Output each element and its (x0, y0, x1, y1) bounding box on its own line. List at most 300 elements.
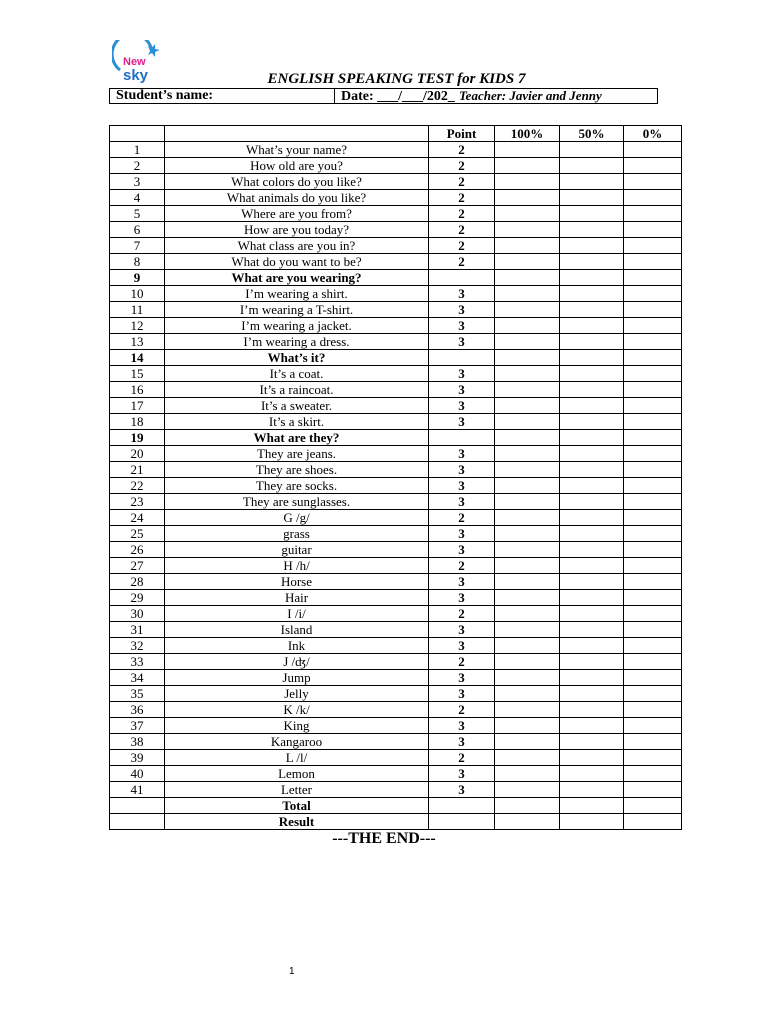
row-number: 3 (110, 174, 165, 190)
page-number: 1 (289, 966, 295, 977)
question-text: It’s a skirt. (165, 414, 429, 430)
score-100-cell (495, 494, 560, 510)
table-row (110, 478, 682, 494)
score-0-cell (624, 414, 682, 430)
table-row (110, 734, 682, 750)
score-100-cell (495, 510, 560, 526)
question-text: Ink (165, 638, 429, 654)
question-text: Result (165, 814, 429, 830)
score-0-cell (624, 478, 682, 494)
question-text: How old are you? (165, 158, 429, 174)
table-row (110, 622, 682, 638)
score-0-cell (624, 286, 682, 302)
point-value: 2 (429, 750, 495, 766)
score-0-cell (624, 494, 682, 510)
row-number: 24 (110, 510, 165, 526)
question-text: King (165, 718, 429, 734)
score-50-cell (560, 446, 624, 462)
score-100-cell (495, 574, 560, 590)
question-text: K /k/ (165, 702, 429, 718)
row-number: 39 (110, 750, 165, 766)
table-row (110, 766, 682, 782)
question-text: Lemon (165, 766, 429, 782)
score-0-cell (624, 590, 682, 606)
question-text: guitar (165, 542, 429, 558)
point-value: 3 (429, 494, 495, 510)
score-100-cell (495, 206, 560, 222)
table-row (110, 174, 682, 190)
row-number: 38 (110, 734, 165, 750)
score-100-cell (495, 766, 560, 782)
score-0-cell (624, 542, 682, 558)
row-number: 9 (110, 270, 165, 286)
score-0-cell (624, 366, 682, 382)
score-50-cell (560, 590, 624, 606)
score-0-cell (624, 750, 682, 766)
score-0-cell (624, 206, 682, 222)
score-100-cell (495, 782, 560, 798)
score-50-cell (560, 686, 624, 702)
score-100-cell (495, 798, 560, 814)
teacher-label: Teacher: Javier and Jenny (458, 88, 602, 103)
table-row (110, 142, 682, 158)
point-value: 3 (429, 622, 495, 638)
col-header-point: Point (429, 126, 495, 142)
question-text: I /i/ (165, 606, 429, 622)
row-number: 2 (110, 158, 165, 174)
score-100-cell (495, 158, 560, 174)
score-50-cell (560, 318, 624, 334)
score-100-cell (495, 318, 560, 334)
point-value: 3 (429, 334, 495, 350)
point-value: 3 (429, 398, 495, 414)
row-number: 13 (110, 334, 165, 350)
score-100-cell (495, 414, 560, 430)
score-50-cell (560, 734, 624, 750)
score-0-cell (624, 622, 682, 638)
score-50-cell (560, 142, 624, 158)
point-value: 3 (429, 574, 495, 590)
end-text: ---THE END--- (332, 830, 436, 847)
score-100-cell (495, 670, 560, 686)
score-100-cell (495, 654, 560, 670)
row-number: 10 (110, 286, 165, 302)
question-text: They are jeans. (165, 446, 429, 462)
question-text: Where are you from? (165, 206, 429, 222)
table-row (110, 814, 682, 830)
score-0-cell (624, 430, 682, 446)
question-text: I’m wearing a shirt. (165, 286, 429, 302)
table-row (110, 686, 682, 702)
score-50-cell (560, 510, 624, 526)
question-text: I’m wearing a jacket. (165, 318, 429, 334)
score-0-cell (624, 574, 682, 590)
question-text: What animals do you like? (165, 190, 429, 206)
table-row (110, 798, 682, 814)
score-50-cell (560, 270, 624, 286)
question-text: Jump (165, 670, 429, 686)
table-row (110, 302, 682, 318)
row-number: 16 (110, 382, 165, 398)
point-value: 3 (429, 462, 495, 478)
table-row (110, 158, 682, 174)
point-value: 2 (429, 254, 495, 270)
score-0-cell (624, 270, 682, 286)
point-value: 2 (429, 142, 495, 158)
table-row (110, 366, 682, 382)
point-value: 2 (429, 702, 495, 718)
question-text: What class are you in? (165, 238, 429, 254)
score-100-cell (495, 750, 560, 766)
point-value: 2 (429, 558, 495, 574)
row-number: 19 (110, 430, 165, 446)
score-0-cell (624, 798, 682, 814)
score-100-cell (495, 334, 560, 350)
table-row (110, 670, 682, 686)
question-text: I’m wearing a T-shirt. (165, 302, 429, 318)
question-text: Kangaroo (165, 734, 429, 750)
table-row (110, 238, 682, 254)
question-text: H /h/ (165, 558, 429, 574)
score-50-cell (560, 526, 624, 542)
score-50-cell (560, 766, 624, 782)
score-50-cell (560, 398, 624, 414)
row-number: 37 (110, 718, 165, 734)
test-table (109, 125, 682, 830)
row-number: 11 (110, 302, 165, 318)
question-text: What’s it? (165, 350, 429, 366)
score-50-cell (560, 366, 624, 382)
score-0-cell (624, 734, 682, 750)
score-100-cell (495, 222, 560, 238)
col-header-0: 0% (624, 126, 682, 142)
score-100-cell (495, 814, 560, 830)
question-text: What’s your name? (165, 142, 429, 158)
score-50-cell (560, 702, 624, 718)
score-0-cell (624, 350, 682, 366)
row-number: 5 (110, 206, 165, 222)
row-number: 1 (110, 142, 165, 158)
score-0-cell (624, 302, 682, 318)
table-row (110, 638, 682, 654)
score-50-cell (560, 350, 624, 366)
score-0-cell (624, 158, 682, 174)
logo-sky-text: sky (123, 67, 149, 84)
score-50-cell (560, 670, 624, 686)
score-0-cell (624, 190, 682, 206)
score-50-cell (560, 574, 624, 590)
row-number: 21 (110, 462, 165, 478)
point-value (429, 270, 495, 286)
score-100-cell (495, 542, 560, 558)
row-number: 28 (110, 574, 165, 590)
table-row (110, 526, 682, 542)
score-100-cell (495, 734, 560, 750)
point-value: 3 (429, 286, 495, 302)
point-value: 3 (429, 414, 495, 430)
score-100-cell (495, 718, 560, 734)
score-100-cell (495, 270, 560, 286)
table-row (110, 590, 682, 606)
table-row (110, 494, 682, 510)
table-row (110, 318, 682, 334)
table-row (110, 510, 682, 526)
table-row (110, 430, 682, 446)
point-value: 3 (429, 638, 495, 654)
row-number (110, 798, 165, 814)
score-0-cell (624, 526, 682, 542)
date-label: Date: ___/___/202_ (341, 89, 455, 104)
score-50-cell (560, 238, 624, 254)
score-50-cell (560, 654, 624, 670)
question-text: It’s a coat. (165, 366, 429, 382)
row-number (110, 814, 165, 830)
score-100-cell (495, 606, 560, 622)
point-value: 2 (429, 174, 495, 190)
table-row (110, 398, 682, 414)
question-text: I’m wearing a dress. (165, 334, 429, 350)
point-value: 3 (429, 446, 495, 462)
question-text: It’s a raincoat. (165, 382, 429, 398)
row-number: 35 (110, 686, 165, 702)
point-value: 3 (429, 526, 495, 542)
score-100-cell (495, 238, 560, 254)
row-number: 17 (110, 398, 165, 414)
point-value: 3 (429, 590, 495, 606)
point-value (429, 814, 495, 830)
table-row (110, 254, 682, 270)
row-number: 34 (110, 670, 165, 686)
row-number: 18 (110, 414, 165, 430)
score-50-cell (560, 782, 624, 798)
table-row (110, 606, 682, 622)
table-row (110, 654, 682, 670)
score-0-cell (624, 510, 682, 526)
col-header-100: 100% (495, 126, 560, 142)
row-number: 31 (110, 622, 165, 638)
point-value: 3 (429, 542, 495, 558)
score-50-cell (560, 718, 624, 734)
point-value: 3 (429, 670, 495, 686)
question-text: Letter (165, 782, 429, 798)
score-50-cell (560, 494, 624, 510)
table-row (110, 350, 682, 366)
logo-new-text: New (123, 56, 146, 68)
row-number: 15 (110, 366, 165, 382)
point-value (429, 430, 495, 446)
point-value: 2 (429, 222, 495, 238)
question-text: G /g/ (165, 510, 429, 526)
score-100-cell (495, 446, 560, 462)
score-0-cell (624, 462, 682, 478)
score-100-cell (495, 622, 560, 638)
table-row (110, 558, 682, 574)
score-100-cell (495, 462, 560, 478)
date-teacher-cell (335, 89, 657, 103)
score-50-cell (560, 222, 624, 238)
table-row (110, 414, 682, 430)
table-row (110, 222, 682, 238)
col-header (165, 126, 429, 142)
row-number: 25 (110, 526, 165, 542)
score-50-cell (560, 606, 624, 622)
score-50-cell (560, 814, 624, 830)
score-50-cell (560, 158, 624, 174)
score-100-cell (495, 590, 560, 606)
score-100-cell (495, 702, 560, 718)
row-number: 12 (110, 318, 165, 334)
question-text: L /l/ (165, 750, 429, 766)
row-number: 23 (110, 494, 165, 510)
point-value: 3 (429, 382, 495, 398)
row-number: 40 (110, 766, 165, 782)
score-0-cell (624, 766, 682, 782)
question-text: What are you wearing? (165, 270, 429, 286)
score-0-cell (624, 318, 682, 334)
question-text: What colors do you like? (165, 174, 429, 190)
score-100-cell (495, 366, 560, 382)
table-row (110, 750, 682, 766)
point-value: 2 (429, 238, 495, 254)
row-number: 8 (110, 254, 165, 270)
score-50-cell (560, 750, 624, 766)
score-50-cell (560, 478, 624, 494)
score-100-cell (495, 430, 560, 446)
score-0-cell (624, 782, 682, 798)
score-0-cell (624, 382, 682, 398)
row-number: 32 (110, 638, 165, 654)
point-value: 2 (429, 654, 495, 670)
score-50-cell (560, 414, 624, 430)
table-row (110, 462, 682, 478)
point-value: 3 (429, 478, 495, 494)
score-100-cell (495, 174, 560, 190)
row-number: 22 (110, 478, 165, 494)
score-0-cell (624, 686, 682, 702)
score-50-cell (560, 382, 624, 398)
score-0-cell (624, 702, 682, 718)
score-100-cell (495, 190, 560, 206)
score-50-cell (560, 542, 624, 558)
row-number: 27 (110, 558, 165, 574)
row-number: 29 (110, 590, 165, 606)
question-text: What do you want to be? (165, 254, 429, 270)
point-value: 2 (429, 190, 495, 206)
score-50-cell (560, 558, 624, 574)
point-value: 3 (429, 766, 495, 782)
score-0-cell (624, 334, 682, 350)
point-value: 3 (429, 686, 495, 702)
score-100-cell (495, 302, 560, 318)
col-header (110, 126, 165, 142)
table-row (110, 574, 682, 590)
table-row (110, 270, 682, 286)
score-100-cell (495, 350, 560, 366)
score-0-cell (624, 558, 682, 574)
score-100-cell (495, 686, 560, 702)
point-value: 2 (429, 158, 495, 174)
table-row (110, 382, 682, 398)
document-title: ENGLISH SPEAKING TEST for KIDS 7 (267, 71, 526, 87)
question-text: They are sunglasses. (165, 494, 429, 510)
row-number: 41 (110, 782, 165, 798)
table-row (110, 206, 682, 222)
score-50-cell (560, 206, 624, 222)
table-row (110, 446, 682, 462)
question-text: It’s a sweater. (165, 398, 429, 414)
table-row (110, 190, 682, 206)
score-50-cell (560, 190, 624, 206)
row-number: 7 (110, 238, 165, 254)
score-100-cell (495, 478, 560, 494)
score-100-cell (495, 142, 560, 158)
score-50-cell (560, 430, 624, 446)
score-50-cell (560, 622, 624, 638)
col-header-50: 50% (560, 126, 624, 142)
score-100-cell (495, 398, 560, 414)
point-value (429, 350, 495, 366)
table-row (110, 782, 682, 798)
score-50-cell (560, 334, 624, 350)
score-0-cell (624, 142, 682, 158)
row-number: 30 (110, 606, 165, 622)
score-0-cell (624, 238, 682, 254)
score-100-cell (495, 254, 560, 270)
point-value (429, 798, 495, 814)
score-0-cell (624, 718, 682, 734)
question-text: J /ʤ/ (165, 654, 429, 670)
score-0-cell (624, 606, 682, 622)
row-number: 20 (110, 446, 165, 462)
point-value: 3 (429, 782, 495, 798)
score-0-cell (624, 638, 682, 654)
row-number: 26 (110, 542, 165, 558)
question-text: They are shoes. (165, 462, 429, 478)
question-text: What are they? (165, 430, 429, 446)
table-header-row (110, 126, 682, 142)
score-0-cell (624, 222, 682, 238)
table-row (110, 702, 682, 718)
score-0-cell (624, 254, 682, 270)
score-0-cell (624, 174, 682, 190)
question-text: Total (165, 798, 429, 814)
row-number: 14 (110, 350, 165, 366)
table-row (110, 286, 682, 302)
question-text: Island (165, 622, 429, 638)
score-100-cell (495, 286, 560, 302)
score-50-cell (560, 638, 624, 654)
row-number: 4 (110, 190, 165, 206)
table-row (110, 542, 682, 558)
score-50-cell (560, 174, 624, 190)
point-value: 2 (429, 206, 495, 222)
score-100-cell (495, 526, 560, 542)
question-text: Jelly (165, 686, 429, 702)
score-0-cell (624, 670, 682, 686)
score-50-cell (560, 302, 624, 318)
student-header (109, 88, 658, 104)
score-100-cell (495, 382, 560, 398)
row-number: 33 (110, 654, 165, 670)
score-100-cell (495, 558, 560, 574)
point-value: 2 (429, 510, 495, 526)
score-50-cell (560, 462, 624, 478)
point-value: 3 (429, 302, 495, 318)
row-number: 36 (110, 702, 165, 718)
score-100-cell (495, 638, 560, 654)
row-number: 6 (110, 222, 165, 238)
point-value: 3 (429, 318, 495, 334)
